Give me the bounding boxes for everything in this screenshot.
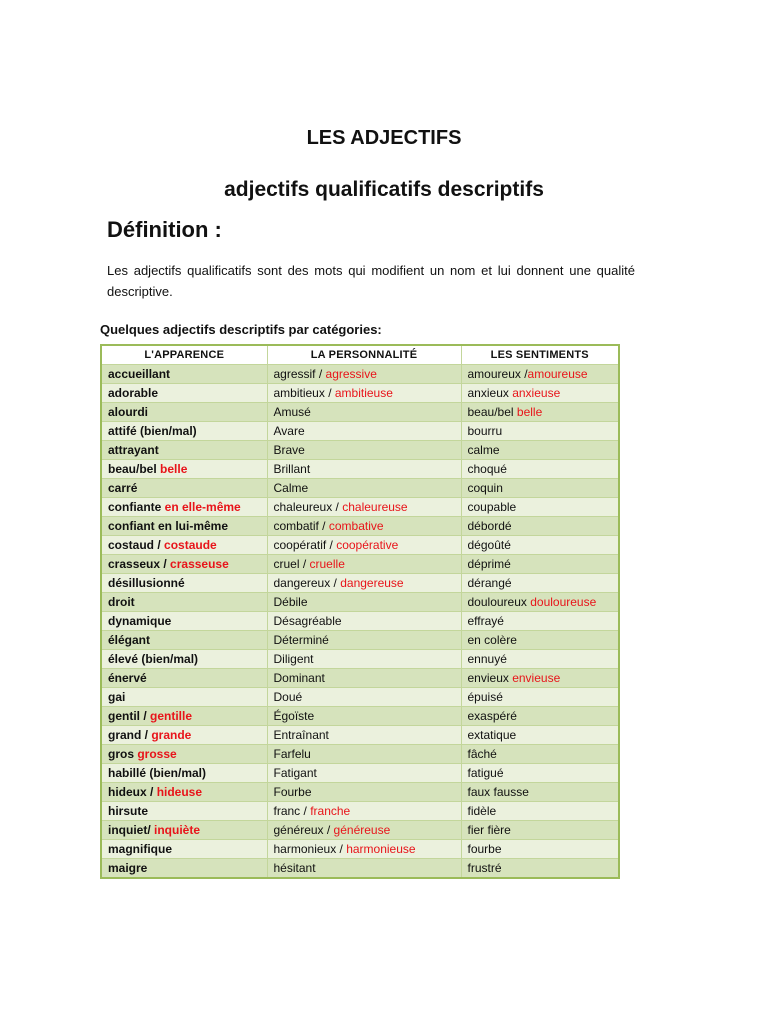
adjective-masculine: déprimé	[467, 557, 511, 571]
table-row	[101, 650, 619, 669]
table-row	[101, 593, 619, 612]
cell-sentiments	[461, 593, 619, 612]
table-caption: Quelques adjectifs descriptifs par catégories:	[100, 322, 382, 337]
adjective-masculine: inquiet/	[108, 823, 154, 837]
cell-personnalite	[267, 650, 461, 669]
adjective-masculine: exaspéré	[467, 709, 517, 723]
adjective-masculine: Désagréable	[273, 614, 342, 628]
cell-personnalite	[267, 840, 461, 859]
adjectives-table	[100, 344, 620, 879]
header-personnalite: LA PERSONNALITÉ	[267, 345, 461, 365]
adjective-feminine: douloureuse	[530, 595, 597, 609]
table-row	[101, 555, 619, 574]
cell-personnalite	[267, 859, 461, 879]
table-body	[101, 365, 619, 879]
page-title: LES ADJECTIFS	[306, 127, 462, 149]
adjective-masculine: Calme	[273, 481, 309, 495]
adjective-masculine: accueillant	[108, 367, 171, 381]
adjective-masculine: gai	[108, 690, 126, 704]
adjective-masculine: Diligent	[273, 652, 314, 666]
adjective-masculine: attifé (bien/mal)	[108, 424, 197, 438]
adjective-feminine: belle	[516, 405, 543, 419]
table-row	[101, 707, 619, 726]
table-row	[101, 574, 619, 593]
adjective-masculine: Avare	[273, 424, 305, 438]
adjective-masculine: coopératif /	[273, 538, 337, 552]
cell-apparence	[101, 555, 267, 574]
cell-apparence	[101, 593, 267, 612]
cell-sentiments	[461, 859, 619, 879]
cell-apparence	[101, 460, 267, 479]
table-row	[101, 840, 619, 859]
cell-sentiments	[461, 688, 619, 707]
table-row	[101, 631, 619, 650]
cell-personnalite	[267, 612, 461, 631]
cell-apparence	[101, 631, 267, 650]
adjective-feminine: en elle-même	[164, 500, 241, 514]
adjective-masculine: fatigué	[467, 766, 504, 780]
adjective-masculine: épuisé	[467, 690, 503, 704]
adjective-feminine: inquiète	[154, 823, 201, 837]
cell-apparence	[101, 441, 267, 460]
cell-personnalite	[267, 821, 461, 840]
cell-personnalite	[267, 745, 461, 764]
adjective-masculine: Entraînant	[273, 728, 329, 742]
cell-personnalite	[267, 536, 461, 555]
cell-apparence	[101, 403, 267, 422]
table-row	[101, 403, 619, 422]
adjective-masculine: harmonieux /	[273, 842, 347, 856]
adjective-masculine: gentil /	[108, 709, 150, 723]
adjective-feminine: gentille	[150, 709, 193, 723]
adjective-masculine: Brillant	[273, 462, 311, 476]
adjective-feminine: cruelle	[309, 557, 345, 571]
adjective-masculine: costaud /	[108, 538, 165, 552]
cell-personnalite	[267, 726, 461, 745]
adjective-masculine: carré	[108, 481, 138, 495]
cell-sentiments	[461, 365, 619, 384]
adjective-feminine: crasseuse	[170, 557, 229, 571]
adjective-masculine: Amusé	[273, 405, 311, 419]
table-row	[101, 688, 619, 707]
adjective-masculine: agressif /	[273, 367, 326, 381]
adjective-masculine: fier fière	[467, 823, 511, 837]
adjective-masculine: Dominant	[273, 671, 325, 685]
adjective-masculine: faux fausse	[467, 785, 529, 799]
cell-personnalite	[267, 764, 461, 783]
cell-personnalite	[267, 802, 461, 821]
cell-apparence	[101, 498, 267, 517]
cell-apparence	[101, 859, 267, 879]
adjective-masculine: attrayant	[108, 443, 159, 457]
table-header-row	[101, 345, 619, 365]
cell-apparence	[101, 422, 267, 441]
adjective-masculine: crasseux /	[108, 557, 171, 571]
cell-sentiments	[461, 555, 619, 574]
cell-personnalite	[267, 555, 461, 574]
cell-sentiments	[461, 650, 619, 669]
cell-personnalite	[267, 403, 461, 422]
cell-personnalite	[267, 574, 461, 593]
table-row	[101, 783, 619, 802]
adjective-masculine: Fatigant	[273, 766, 317, 780]
adjective-masculine: coquin	[467, 481, 503, 495]
adjective-masculine: élevé (bien/mal)	[108, 652, 199, 666]
adjective-feminine: ambitieuse	[334, 386, 393, 400]
cell-apparence	[101, 707, 267, 726]
cell-sentiments	[461, 783, 619, 802]
cell-apparence	[101, 840, 267, 859]
cell-personnalite	[267, 783, 461, 802]
adjective-masculine: choqué	[467, 462, 507, 476]
cell-apparence	[101, 574, 267, 593]
adjective-masculine: douloureux	[467, 595, 531, 609]
cell-sentiments	[461, 612, 619, 631]
cell-apparence	[101, 384, 267, 403]
adjective-masculine: énervé	[108, 671, 147, 685]
cell-apparence	[101, 517, 267, 536]
adjective-masculine: fidèle	[467, 804, 497, 818]
table-row	[101, 745, 619, 764]
adjective-masculine: débordé	[467, 519, 512, 533]
table-row	[101, 498, 619, 517]
adjective-feminine: anxieuse	[512, 386, 561, 400]
cell-apparence	[101, 688, 267, 707]
adjective-masculine: coupable	[467, 500, 517, 514]
cell-personnalite	[267, 707, 461, 726]
adjective-masculine: dégoûté	[467, 538, 511, 552]
adjective-masculine: magnifique	[108, 842, 173, 856]
adjective-masculine: Fourbe	[273, 785, 312, 799]
adjective-masculine: droit	[108, 595, 135, 609]
adjective-masculine: combatif /	[273, 519, 329, 533]
table-row	[101, 802, 619, 821]
cell-apparence	[101, 764, 267, 783]
adjective-masculine: chaleureux /	[273, 500, 343, 514]
adjective-masculine: Farfelu	[273, 747, 311, 761]
adjective-masculine: en colère	[467, 633, 517, 647]
adjective-masculine: gros	[108, 747, 138, 761]
adjective-feminine: dangereuse	[340, 576, 404, 590]
cell-sentiments	[461, 764, 619, 783]
adjective-feminine: agressive	[325, 367, 377, 381]
adjective-masculine: Déterminé	[273, 633, 329, 647]
adjective-masculine: alourdi	[108, 405, 149, 419]
table-row	[101, 859, 619, 879]
table-row	[101, 612, 619, 631]
adjective-masculine: Égoïste	[273, 709, 315, 723]
table-row	[101, 422, 619, 441]
table-row	[101, 384, 619, 403]
adjective-masculine: hirsute	[108, 804, 149, 818]
adjective-masculine: généreux /	[273, 823, 334, 837]
adjective-masculine: franc /	[273, 804, 311, 818]
adjective-feminine: grosse	[137, 747, 177, 761]
cell-apparence	[101, 821, 267, 840]
adjective-masculine: dynamique	[108, 614, 172, 628]
adjective-masculine: maigre	[108, 861, 148, 875]
adjective-feminine: franche	[310, 804, 351, 818]
table-row	[101, 536, 619, 555]
cell-sentiments	[461, 517, 619, 536]
adjective-masculine: envieux	[467, 671, 513, 685]
definition-text: Les adjectifs qualificatifs sont des mots qui modifient un nom et lui donnent une qualité descriptive.	[107, 263, 635, 299]
table-row	[101, 517, 619, 536]
cell-sentiments	[461, 707, 619, 726]
adjective-masculine: beau/bel	[467, 405, 517, 419]
cell-sentiments	[461, 631, 619, 650]
cell-sentiments	[461, 669, 619, 688]
definition-heading: Définition :	[107, 217, 222, 242]
header-sentiments: LES SENTIMENTS	[461, 345, 619, 365]
adjective-masculine: confiant en lui-même	[108, 519, 229, 533]
adjective-feminine: grande	[151, 728, 192, 742]
adjective-masculine: bourru	[467, 424, 503, 438]
cell-sentiments	[461, 384, 619, 403]
adjective-feminine: chaleureuse	[342, 500, 408, 514]
adjective-masculine: hideux /	[108, 785, 157, 799]
cell-sentiments	[461, 479, 619, 498]
adjective-masculine: cruel /	[273, 557, 310, 571]
adjective-masculine: ennuyé	[467, 652, 507, 666]
cell-apparence	[101, 612, 267, 631]
cell-sentiments	[461, 460, 619, 479]
page-subtitle: adjectifs qualificatifs descriptifs	[224, 178, 544, 201]
table-row	[101, 764, 619, 783]
adjective-feminine: coopérative	[336, 538, 399, 552]
cell-apparence	[101, 745, 267, 764]
cell-apparence	[101, 536, 267, 555]
cell-sentiments	[461, 726, 619, 745]
cell-apparence	[101, 669, 267, 688]
adjective-masculine: adorable	[108, 386, 159, 400]
adjective-feminine: amoureuse	[527, 367, 588, 381]
header-apparence: L'APPARENCE	[101, 345, 267, 365]
cell-sentiments	[461, 422, 619, 441]
adjective-masculine: extatique	[467, 728, 517, 742]
adjective-masculine: dangereux /	[273, 576, 341, 590]
adjective-masculine: hésitant	[273, 861, 316, 875]
cell-sentiments	[461, 821, 619, 840]
adjective-feminine: envieuse	[512, 671, 561, 685]
table-row	[101, 441, 619, 460]
cell-sentiments	[461, 574, 619, 593]
adjective-masculine: Doué	[273, 690, 303, 704]
cell-apparence	[101, 365, 267, 384]
adjective-masculine: amoureux /	[467, 367, 528, 381]
cell-sentiments	[461, 498, 619, 517]
table-row	[101, 726, 619, 745]
cell-personnalite	[267, 384, 461, 403]
cell-personnalite	[267, 441, 461, 460]
cell-personnalite	[267, 688, 461, 707]
cell-apparence	[101, 479, 267, 498]
adjective-masculine: calme	[467, 443, 500, 457]
cell-personnalite	[267, 422, 461, 441]
cell-apparence	[101, 802, 267, 821]
adjective-masculine: effrayé	[467, 614, 504, 628]
adjective-masculine: désillusionné	[108, 576, 185, 590]
cell-personnalite	[267, 365, 461, 384]
adjective-masculine: anxieux	[467, 386, 513, 400]
adjective-feminine: généreuse	[333, 823, 391, 837]
cell-personnalite	[267, 593, 461, 612]
adjective-masculine: habillé (bien/mal)	[108, 766, 207, 780]
adjective-feminine: harmonieuse	[346, 842, 416, 856]
cell-apparence	[101, 726, 267, 745]
adjective-masculine: ambitieux /	[273, 386, 335, 400]
adjective-feminine: costaude	[164, 538, 217, 552]
table-row	[101, 821, 619, 840]
cell-sentiments	[461, 840, 619, 859]
cell-personnalite	[267, 631, 461, 650]
adjective-masculine: frustré	[467, 861, 502, 875]
adjective-masculine: fâché	[467, 747, 497, 761]
cell-sentiments	[461, 403, 619, 422]
cell-personnalite	[267, 479, 461, 498]
cell-personnalite	[267, 517, 461, 536]
table-row	[101, 365, 619, 384]
adjective-masculine: fourbe	[467, 842, 502, 856]
cell-personnalite	[267, 669, 461, 688]
cell-sentiments	[461, 802, 619, 821]
adjective-masculine: grand /	[108, 728, 152, 742]
adjective-feminine: hideuse	[156, 785, 203, 799]
adjective-feminine: belle	[160, 462, 188, 476]
adjective-masculine: dérangé	[467, 576, 512, 590]
cell-apparence	[101, 650, 267, 669]
cell-personnalite	[267, 498, 461, 517]
cell-sentiments	[461, 536, 619, 555]
table-row	[101, 460, 619, 479]
adjective-feminine: combative	[328, 519, 384, 533]
adjective-masculine: Brave	[273, 443, 305, 457]
cell-sentiments	[461, 441, 619, 460]
adjective-masculine: beau/bel	[108, 462, 161, 476]
cell-apparence	[101, 783, 267, 802]
table-row	[101, 669, 619, 688]
cell-sentiments	[461, 745, 619, 764]
adjective-masculine: Débile	[273, 595, 308, 609]
adjective-masculine: élégant	[108, 633, 151, 647]
table-row	[101, 479, 619, 498]
cell-personnalite	[267, 460, 461, 479]
adjective-masculine: confiante	[108, 500, 165, 514]
